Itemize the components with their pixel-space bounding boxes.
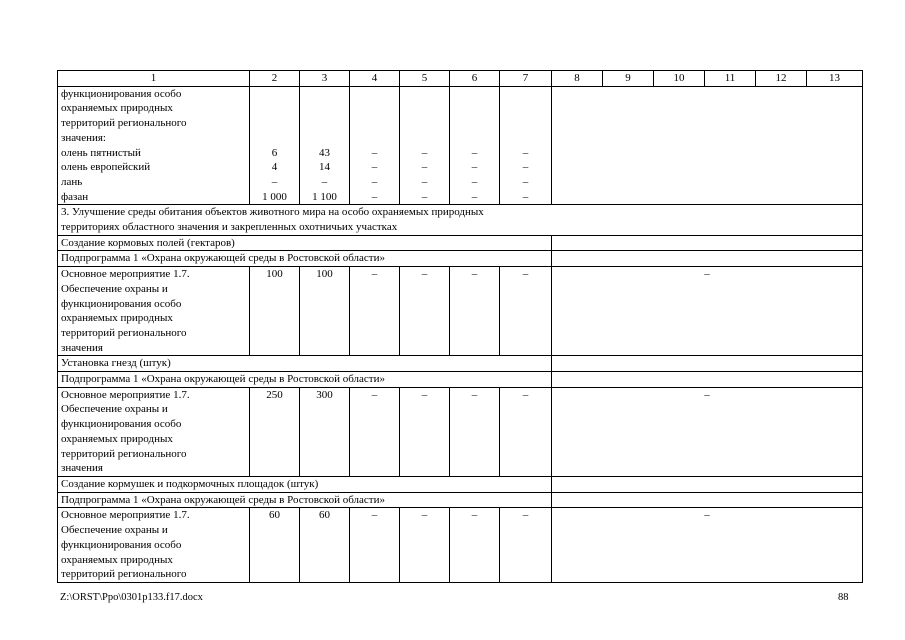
col-header: 10 [654,71,705,87]
cell-dash: – [450,387,500,476]
table-row [58,492,863,508]
cell-dash: – – – – [500,86,552,205]
cell-dash: – [500,387,552,476]
cell-dash: – [350,508,400,583]
merged-empty [552,86,863,205]
cell-dash: – [450,267,500,356]
cell-value: 6 4 – 1 000 [250,86,300,205]
indicator-title: Создание кормушек и подкормочных площадок (штук) [58,476,552,492]
col-header: 8 [552,71,603,87]
cell-value: 300 [300,387,350,476]
col-header: 7 [500,71,552,87]
subprogram-title: Подпрограмма 1 «Охрана окружающей среды в Ростовской области» [58,492,552,508]
subprogram-title: Подпрограмма 1 «Охрана окружающей среды в Ростовской области» [58,251,552,267]
measure-label: Основное мероприятие 1.7. Обеспечение охраны и функционирования особо охраняемых природных территорий регионального значения [58,267,250,356]
col-header: 11 [705,71,756,87]
col-header: 4 [350,71,400,87]
table-row [58,235,863,251]
cell-value: 60 [250,508,300,583]
merged-dash: – [552,508,863,583]
cell-value: 60 [300,508,350,583]
col-header: 13 [807,71,863,87]
col-header: 9 [603,71,654,87]
cell-value: 100 [300,267,350,356]
cell-dash: – [400,267,450,356]
cell-value: 250 [250,387,300,476]
col-header: 5 [400,71,450,87]
cell-dash: – [450,508,500,583]
cell-dash: – [500,508,552,583]
col-header: 12 [756,71,807,87]
table-row [58,267,863,356]
merged-empty [552,235,863,251]
indicator-title: Установка гнезд (штук) [58,356,552,372]
table-row [58,251,863,267]
table-row [58,508,863,583]
measure-label: Основное мероприятие 1.7. Обеспечение охраны и функционирования особо охраняемых природных территорий регионального значения [58,387,250,476]
file-path: Z:\ORST\Ppo\0301p133.f17.docx [60,592,203,603]
merged-empty [552,251,863,267]
measure-label: Основное мероприятие 1.7. Обеспечение охраны и функционирования особо охраняемых природных территорий регионального [58,508,250,583]
subprogram-title: Подпрограмма 1 «Охрана окружающей среды в Ростовской области» [58,372,552,388]
section-row [58,205,863,235]
table-row [58,387,863,476]
column-number-row [58,71,863,87]
merged-dash: – [552,267,863,356]
indicator-title: Создание кормовых полей (гектаров) [58,235,552,251]
cell-dash: – – – – [450,86,500,205]
table-row [58,356,863,372]
col-header: 2 [250,71,300,87]
cell-dash: – [500,267,552,356]
page-number: 88 [838,592,849,603]
table-row [58,372,863,388]
col-header: 6 [450,71,500,87]
cell-dash: – [350,267,400,356]
table-row [58,476,863,492]
cell-value: 100 [250,267,300,356]
merged-empty [552,372,863,388]
merged-empty [552,492,863,508]
cell-value: 43 14 – 1 100 [300,86,350,205]
indicator-table [57,70,863,583]
table-row [58,86,863,205]
cell-dash: – [350,387,400,476]
cell-dash: – [400,387,450,476]
cell-dash: – – – – [400,86,450,205]
cell-dash: – – – – [350,86,400,205]
merged-dash: – [552,387,863,476]
section-title: 3. Улучшение среды обитания объектов животного мира на особо охраняемых природных территориях областного значения и закрепленных охотничьих участках [58,205,863,235]
col-header: 3 [300,71,350,87]
merged-empty [552,356,863,372]
merged-empty [552,476,863,492]
cell-dash: – [400,508,450,583]
col-header: 1 [58,71,250,87]
species-list: функционирования особо охраняемых природных территорий регионального значения: олень пятнистый олень европейский лань фазан [58,86,250,205]
